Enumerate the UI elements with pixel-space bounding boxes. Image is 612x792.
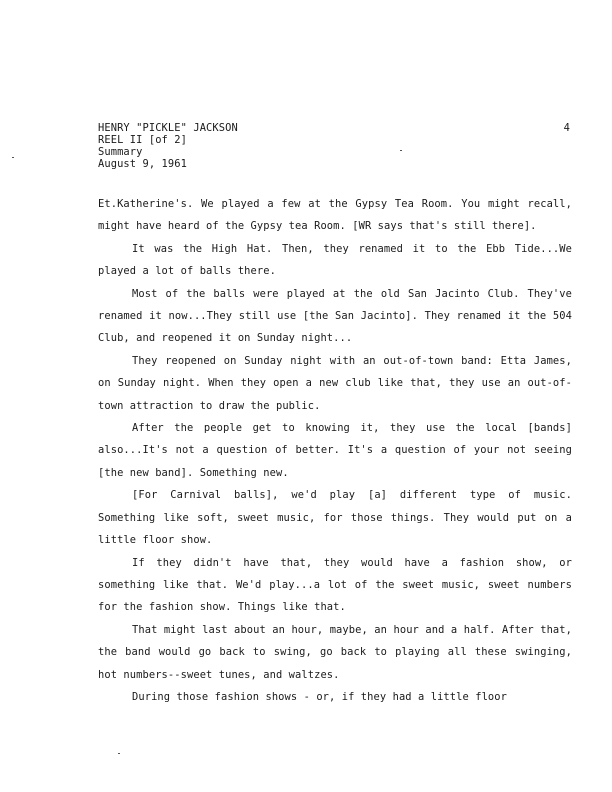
paragraph: They reopened on Sunday night with an out-of-town band: Etta James, on Sunday night. When they open a new club like that, they use an out-of-town attraction to draw the public. [98,354,572,412]
header-reel: REEL II [of 2] [98,134,187,146]
paragraph: If they didn't have that, they would have a fashion show, or something like that. We'd play...a lot of the sweet music, sweet numbers for the fashion show. Things like that. [98,556,572,614]
scan-speck [12,157,14,158]
scan-speck [118,753,120,754]
page-number: 4 [563,122,570,134]
paragraph: It was the High Hat. Then, they renamed it to the Ebb Tide...We played a lot of balls there. [98,242,572,278]
transcript-body [98,193,572,708]
paragraph: During those fashion shows - or, if they had a little floor [132,690,507,703]
scan-speck [400,150,402,151]
header-summary: Summary [98,146,143,158]
header-name: HENRY "PICKLE" JACKSON [98,122,238,134]
paragraph: Et.Katherine's. We played a few at the Gypsy Tea Room. You might recall, might have heard of the Gypsy tea Room. [WR says that's still there]. [98,198,572,233]
header-date: August 9, 1961 [98,158,187,170]
paragraph: Most of the balls were played at the old San Jacinto Club. They've renamed it now...They still use [the San Jacinto]. They renamed it the 504 Club, and reopened it on Sunday night... [98,287,572,345]
paragraph: After the people get to knowing it, they use the local [bands] also...It's not a question of better. It's a question of your not seeing [the new band]. Something new. [98,422,572,479]
paragraph: That might last about an hour, maybe, an hour and a half. After that, the band would go back to swing, go back to playing all these swinging, hot numbers--sweet tunes, and waltzes. [98,623,572,681]
paragraph: [For Carnival balls], we'd play [a] different type of music. Something like soft, sweet music, for those things. They would put on a little floor show. [98,489,572,547]
